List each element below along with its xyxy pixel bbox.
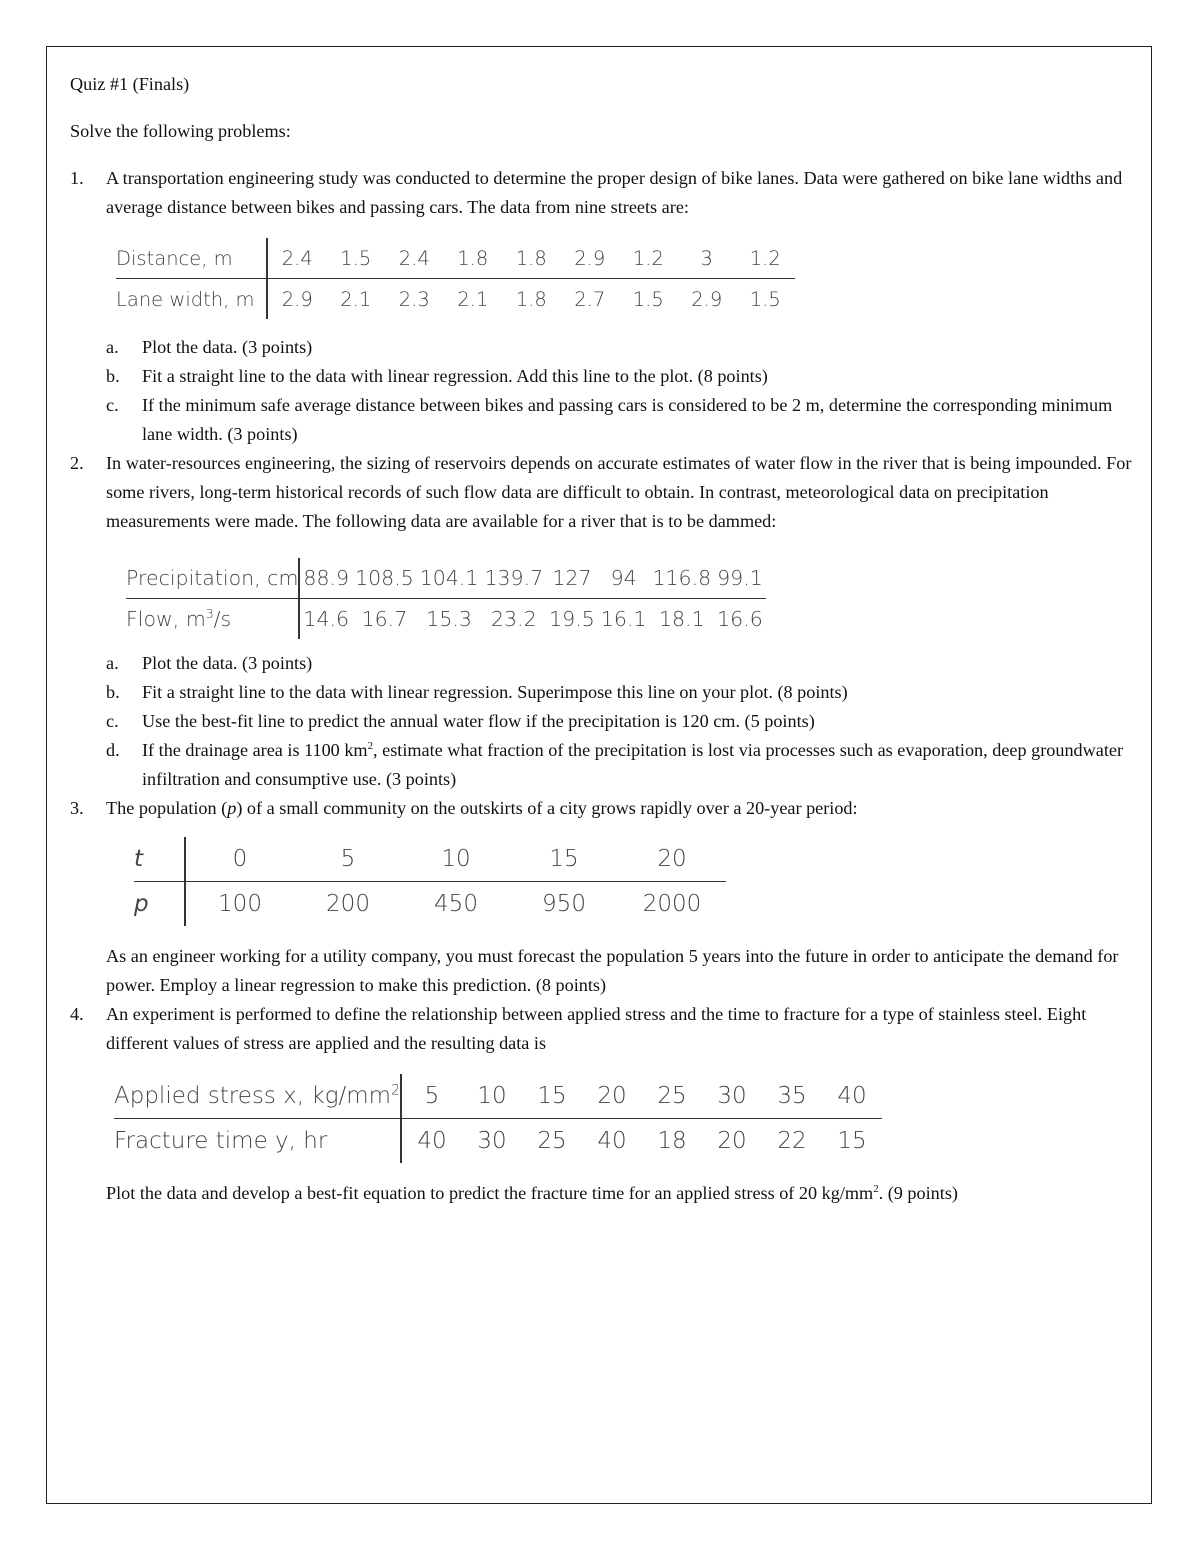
table-cell: 25 xyxy=(642,1074,702,1119)
part-d xyxy=(106,736,1140,794)
table-cell: 1.5 xyxy=(632,287,664,311)
table-cell: 139.7 xyxy=(481,558,546,599)
table-cell: 104.1 xyxy=(417,558,482,599)
table-cell: 99.1 xyxy=(714,558,766,599)
table-cell: 16.7 xyxy=(361,606,408,631)
part-label: a. xyxy=(106,337,119,357)
part-label: c. xyxy=(106,395,119,415)
table-cell: 2.9 xyxy=(281,287,313,311)
part-c xyxy=(106,391,1140,449)
superscript: 2 xyxy=(391,1081,400,1098)
problem-2 xyxy=(70,449,1140,794)
problem-1 xyxy=(70,164,1140,449)
table-cell: 20 xyxy=(582,1074,642,1119)
part-c xyxy=(106,707,1140,736)
row-label-t: t xyxy=(134,837,185,882)
instructions: Solve the following problems: xyxy=(70,121,291,141)
table-cell: 100 xyxy=(218,890,262,917)
table-cell: 25 xyxy=(537,1127,567,1154)
problem-parts xyxy=(106,333,1140,449)
text-run: If the drainage area is 1100 km xyxy=(142,740,368,760)
table-cell: 1.5 xyxy=(749,287,781,311)
problem-4 xyxy=(70,1000,1140,1208)
data-table-bike-lanes xyxy=(116,238,795,319)
problem-text: An experiment is performed to define the relationship between applied stress and the time to fracture for a type of stainless steel. Eight different values of stress are applied and the resulting data is xyxy=(106,1004,1087,1053)
table-cell: 20 xyxy=(717,1127,747,1154)
table-cell: 30 xyxy=(702,1074,762,1119)
table-cell: 88.9 xyxy=(299,558,352,599)
problem-number: 2. xyxy=(70,453,84,473)
table-cell: 30 xyxy=(477,1127,507,1154)
problem-number: 1. xyxy=(70,168,84,188)
table-cell: 14.6 xyxy=(303,606,350,631)
table-cell: 2.1 xyxy=(457,287,489,311)
problem-number: 3. xyxy=(70,798,84,818)
text-run: ) of a small community on the outskirts of a city grows rapidly over a 20-year period: xyxy=(236,798,858,818)
table-cell: 19.5 xyxy=(549,606,595,631)
table-cell: 5 xyxy=(401,1074,462,1119)
table-cell: 10 xyxy=(402,837,510,882)
variable: p xyxy=(227,798,237,818)
part-label: d. xyxy=(106,740,120,760)
problem-text: In water-resources engineering, the sizing of reservoirs depends on accurate estimates of water flow in the river that is being impounded. For some rivers, long-term historical records of such flow data are difficult to obtain. In contrast, meteorological data on precipitation measurements were made. The following data are available for a river that is to be dammed: xyxy=(106,453,1132,531)
row-label-precipitation: Precipitation, cm xyxy=(126,558,299,599)
data-table-stress-fracture xyxy=(114,1074,882,1163)
table-cell: 35 xyxy=(762,1074,822,1119)
table-cell: 1.5 xyxy=(327,238,386,279)
table-cell: 2.1 xyxy=(340,287,372,311)
label-text: /s xyxy=(213,606,232,631)
table-cell: 16.1 xyxy=(600,606,647,631)
table-cell: 16.6 xyxy=(717,606,763,631)
table-cell: 18 xyxy=(657,1127,687,1154)
row-label-fracture-time: Fracture time y, hr xyxy=(114,1119,401,1164)
part-a xyxy=(106,649,1140,678)
table-cell: 18.1 xyxy=(658,606,705,631)
part-text: Use the best-fit line to predict the annual water flow if the precipitation is 120 cm. (5 points) xyxy=(142,711,815,731)
part-b xyxy=(106,362,1140,391)
row-label-applied-stress xyxy=(114,1074,401,1119)
table-cell: 450 xyxy=(434,890,478,917)
part-a xyxy=(106,333,1140,362)
table-cell: 1.2 xyxy=(619,238,678,279)
label-text: Flow, m xyxy=(126,606,206,631)
table-cell: 2.9 xyxy=(561,238,620,279)
row-label-distance: Distance, m xyxy=(116,238,267,279)
part-label: b. xyxy=(106,682,120,702)
problem-followup: As an engineer working for a utility company, you must forecast the population 5 years into the future in order to anticipate the demand for power. Employ a linear regression to make this prediction. (8 points) xyxy=(106,946,1119,995)
problem-number: 4. xyxy=(70,1004,84,1024)
row-label-p: p xyxy=(134,882,185,927)
table-cell: 1.8 xyxy=(444,238,503,279)
quiz-document xyxy=(70,68,1140,1208)
table-cell: 15 xyxy=(837,1127,867,1154)
table-cell: 15 xyxy=(522,1074,582,1119)
superscript: 2 xyxy=(367,739,374,752)
table-cell: 1.2 xyxy=(736,238,795,279)
part-label: c. xyxy=(106,711,119,731)
row-label-lane-width: Lane width, m xyxy=(116,279,267,320)
table-cell: 950 xyxy=(542,890,586,917)
row-label-flow xyxy=(126,599,299,640)
part-text: Plot the data. (3 points) xyxy=(142,653,313,673)
table-cell: 1.8 xyxy=(515,287,547,311)
problem-text: A transportation engineering study was conducted to determine the proper design of bike lanes. Data were gathered on bike lane widths and average distance between bikes and passing cars. The data from nine streets are: xyxy=(106,168,1123,217)
table-cell: 10 xyxy=(462,1074,522,1119)
text-run: . (9 points) xyxy=(878,1183,958,1203)
text-run: , estimate what fraction of the precipitation is lost via processes such as evaporation, deep groundwater infiltration and consumptive use. (3 points) xyxy=(142,740,1124,789)
table-cell: 20 xyxy=(618,837,726,882)
table-cell: 2.3 xyxy=(398,287,430,311)
table-cell: 1.8 xyxy=(502,238,561,279)
table-cell: 2.7 xyxy=(574,287,606,311)
table-cell: 116.8 xyxy=(649,558,714,599)
table-cell: 23.2 xyxy=(490,606,537,631)
table-cell: 200 xyxy=(326,890,370,917)
part-label: b. xyxy=(106,366,120,386)
table-cell: 2.9 xyxy=(691,287,723,311)
text-run: The population ( xyxy=(106,798,228,818)
problem-text xyxy=(106,794,1140,823)
table-cell: 40 xyxy=(597,1127,627,1154)
table-cell: 0 xyxy=(185,837,294,882)
table-cell: 108.5 xyxy=(352,558,417,599)
table-cell: 2000 xyxy=(642,890,702,917)
part-text: If the minimum safe average distance between bikes and passing cars is considered to be 2 m, determine the corresponding minimum lane width. (3 points) xyxy=(142,395,1113,444)
table-cell: 2.4 xyxy=(267,238,327,279)
part-b xyxy=(106,678,1140,707)
superscript: 3 xyxy=(205,606,214,621)
part-text: Fit a straight line to the data with linear regression. Add this line to the plot. (8 points) xyxy=(142,366,768,386)
table-cell: 40 xyxy=(822,1074,882,1119)
data-table-population xyxy=(134,837,726,926)
label-text: Applied stress x, kg/mm xyxy=(114,1082,392,1109)
table-cell: 5 xyxy=(294,837,402,882)
problem-followup xyxy=(106,1179,1140,1208)
table-cell: 15 xyxy=(510,837,618,882)
part-label: a. xyxy=(106,653,119,673)
quiz-title: Quiz #1 (Finals) xyxy=(70,74,190,94)
table-cell: 127 xyxy=(546,558,598,599)
table-cell: 40 xyxy=(417,1127,447,1154)
table-cell: 94 xyxy=(598,558,650,599)
table-cell: 2.4 xyxy=(385,238,444,279)
table-cell: 3 xyxy=(678,238,737,279)
part-text: Plot the data. (3 points) xyxy=(142,337,313,357)
data-table-precipitation-flow xyxy=(126,558,766,639)
superscript: 2 xyxy=(873,1182,879,1195)
problem-3 xyxy=(70,794,1140,1000)
table-cell: 15.3 xyxy=(426,606,472,631)
table-cell: 22 xyxy=(777,1127,807,1154)
problem-parts xyxy=(106,649,1140,794)
part-text xyxy=(142,736,1140,794)
part-text: Fit a straight line to the data with linear regression. Superimpose this line on your plot. (8 points) xyxy=(142,682,848,702)
text-run: Plot the data and develop a best-fit equation to predict the fracture time for an applied stress of 20 kg/mm xyxy=(106,1183,874,1203)
